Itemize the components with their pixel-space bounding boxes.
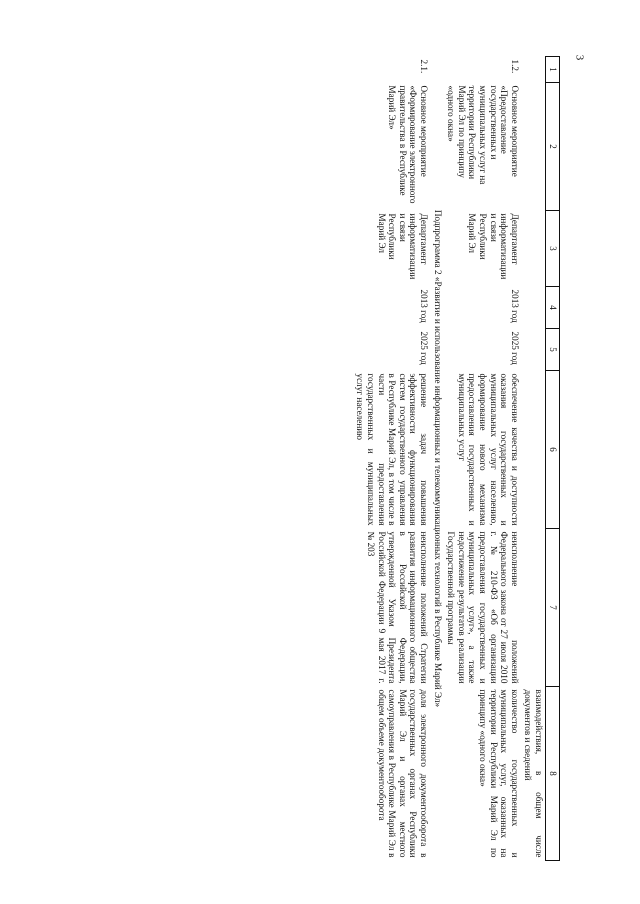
indicator-link: доля электронного документооборота в государственных органах Республики Марий Эл и органах местного самоуправления в Республике Марий Эл в общем объеме документооборота [376,689,430,858]
table-row-2-1 [353,57,430,861]
row-number: 2.1. [419,59,430,74]
non-implementation-consequences: неисполнение положений Стратегии развития информационного общества в Российской Федерации, утвержденной Указом Президента Российской Федерации 9 мая 2017 г. № 203 [366,531,430,684]
end-year: 2025 год [509,331,520,365]
landscape-sheet [108,56,560,860]
col-header-7: 7 [546,529,560,687]
col-header-2: 2 [546,83,560,211]
col-header-4: 4 [546,287,560,329]
col-header-6: 6 [546,371,560,529]
expected-result: обеспечение качества и доступности оказания государственных и муниципальных услуг населению, формирование нового механизма предоставления государственных и муниципальных услуг [456,373,520,526]
executor: Департамент информатизации и связи Республики Марий Эл [376,213,430,280]
subprogram-row [430,57,444,861]
row-number: 1.2. [509,59,520,74]
non-implementation-consequences: неисполнение положений Федерального закона от 27 июля 2010 г. № 210-ФЗ «Об организации предоставления государственных и муниципальных услуг», а также недостижение результатов реализации Государственной программы [446,531,520,684]
header-row [546,57,560,861]
start-year: 2013 год [509,289,520,323]
col-header-1: 1 [546,57,560,83]
page-number: 3 [573,54,586,61]
col-header-5: 5 [546,329,560,371]
executor: Департамент информатизации и связи Республики Марий Эл [467,213,520,280]
measure-name: Основное мероприятие «Формирование электронного правительства в Республике Марий Эл» [387,85,430,204]
indicator-continuation: взаимодействия, в общем числе документов и сведений [523,689,544,858]
col-header-3: 3 [546,211,560,287]
table-row-1-2 [444,57,521,861]
expected-result: решение задач повышения эффективности функционирования систем государственного управления в Республике Марий Эл, в том числе в части предоставления государственных и муниципальных услуг населению [355,373,430,526]
col-header-8: 8 [546,687,560,861]
end-year: 2025 год [419,331,430,365]
subprogram-title: Подпрограмма 2 «Развитие и использование информационных и телекоммуникационных технологий в Республике Марий Эл» [432,209,443,708]
table-row-continuation [521,57,546,861]
program-table [353,56,560,861]
indicator-link: количество государственных и муниципальных услуг, оказанных на территории Республики Марий Эл по принципу «одного окна» [478,689,520,858]
start-year: 2013 год [419,289,430,323]
measure-name: Основное мероприятие «Предоставление государственных и муниципальных услуг на территории Республики Марий Эл по принципу «одного окна» [446,85,520,185]
